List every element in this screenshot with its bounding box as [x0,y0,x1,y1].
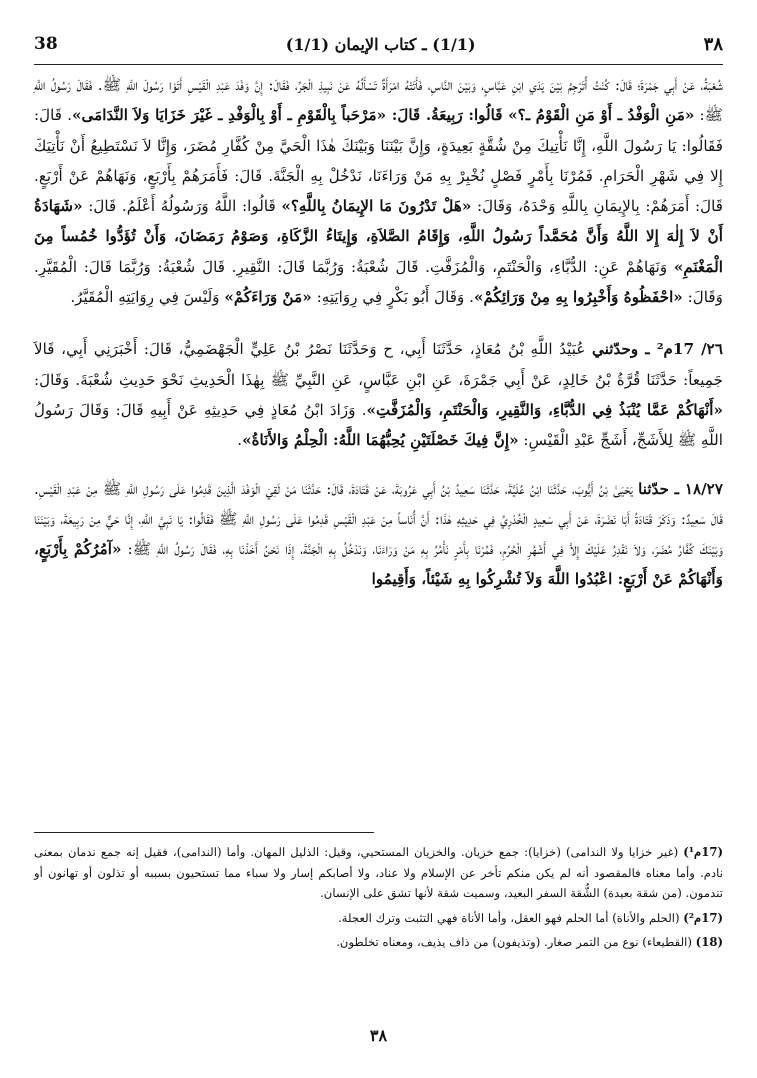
text-run: يَحْيَىٰ بْنُ أَيُّوبَ، حَدَّثَنَا ابْنُ عُلَيَّةَ، حَدَّثَنَا سَعِيدُ بْنُ أَبِي عَرُوبَةَ، عَنْ قَتَادَةَ، قَالَ: حَدَّثَنَا مَنْ لَقِيَ الْوَفْدَ الَّذِينَ قَدِمُوا عَلَى رَسُولِ اللَّهِ ﷺ مِنْ عَبْدِ الْقَيْسِ. قَالَ سَعِيدٌ: وَذَكَرَ قَتَادَةُ أَبَا نَضْرَةَ، عَنْ أَبِي سَعِيدٍ الْخُدْرِيِّ فِي حَدِيثِهِ هٰذَا: أَنَّ أُنَاساً مِنْ عَبْدِ الْقَيْسِ قَدِمُوا عَلَى رَسُولِ اللَّهِ ﷺ فَقَالُوا: يَا نَبِيَّ اللَّهِ، إِنَّا حَيٌّ مِنْ رَبِيعَةَ، وَبَيْنَنَا وَبَيْنَكَ كُفَّارُ مُضَرَ، وَلاَ نَقْدِرُ عَلَيْكَ إِلاَّ فِي أَشْهُرِ الْحُرُمِ، فَمُرْنَا بِأَمْرٍ نَأْمُرُ بِهِ مَنْ وَرَاءَنَا، وَنَدْخُلُ بِهِ الْجَنَّةَ، إِذَا نَحْنُ أَخَذْنَا بِهِ، فَقَالَ رَسُولُ اللَّهِ ﷺ: [34,479,723,559]
quote-bold: «آمُرُكُمْ بِأَرْبَعٍ، وَأَنْهَاكُمْ عَنْ أَرْبَعٍ: اعْبُدُوا اللَّهَ وَلاَ تُشْرِكُوا بِهِ شَيْئاً، وَأَقِيمُوا [34,540,723,589]
text-run: . وَقَالَ أَبُو بَكْرٍ فِي رِوَايَتِهِ: [311,288,474,307]
text-run: . [237,431,243,450]
footnote [34,908,723,929]
footnote-ref: (17م²) [683,910,723,925]
quote-bold: «أَنْهَاكُمْ عَمَّا يُنْبَذُ فِي الدُّبَّاءِ، وَالنَّقِيرِ، وَالْحَنْتَمِ، وَالْمُزَفَّتِ» [366,400,723,419]
footnote-ref: (17م¹) [683,845,723,859]
page-header [34,24,723,65]
footnote-text: (الحلم والأناة) أما الحلم فهو العقل، وأما الأناة فهي التثبت وترك العجلة. [338,910,684,925]
footnotes [34,842,723,957]
hadith-continuation [34,70,723,312]
text-run: . قَالَ: فَقَالُوا: يَا رَسُولَ اللَّهِ، إِنَّا نَأْتِيكَ مِنْ شُقَّةٍ بَعِيدَةٍ، وَإِنَّ بَيْنَنَا وَبَيْنَكَ هٰذَا الْحَيَّ مِنْ كُفَّارِ مُضَرَ، وَإِنَّا لاَ نَسْتَطِيعُ أَنْ نَأْتِيَكَ إِلا فِي شَهْرِ الْحَرَامِ. فَمُرْنَا بِأَمْرٍ فَصْلٍ نُخْبِرْ بِهِ مَنْ وَرَاءَنَا، نَدْخُلْ بِهِ الْجَنَّةَ. قَالَ: فَأَمَرَهُمْ بِأَرْبَعٍ، وَنَهَاهُمْ عَنْ أَرْبَعٍ. قَالَ: أَمَرَهُمْ: بِالإِيمَانِ بِاللَّهِ وَحْدَهُ، وَقَالَ: [34,106,724,216]
hadith-opening: ـ وحدّثني [592,340,657,359]
hadith-number: ١٨/٢٧ [684,479,723,498]
quote-bold: «شَهَادَةُ أَنْ لاَ إِلٰهَ إِلا اللَّهُ وَأَنَّ مُحَمَّداً رَسُولُ اللَّهِ، وَإِقَامُ الصَّلاَةِ، وَإِيتَاءُ الزَّكَاةِ، وَصَوْمُ رَمَضَانَ، وَأَنْ تُؤَدُّوا خُمُساً مِنَ الْمَغْنَمِ» [34,197,723,276]
footnote-text: (غير خزايا ولا الندامى) (خزايا): جمع خزيان. والخزيان المستحيي، وقيل: الذليل المهان. وأما (الندامى)، فقيل إنه جمع ندمان بمعنى نادم. وأما معناه فالمقصود أنه لم يكن منكم تأخر عن الإسلام ولا عناد، ولا أصابكم إسار ولا سباء مما تستحيون بسببه أو تذلون أو تهانون أو تندمون. (من شقة بعيدة) الشُّقة السفر البعيد، وسميت شقة لأنها تشق على الإنسان. [34,845,723,900]
footnote [34,932,723,953]
main-text [34,70,723,595]
quote-bold: «هَلْ تَدْرُونَ مَا الإِيمَانُ بِاللَّهِ؟» [281,197,472,216]
text-run: . وَزَادَ ابْنُ مُعَاذٍ فِي حَدِيثِهِ عَنْ أَبِيهِ قَالَ: وَقَالَ رَسُولُ اللَّهِ ﷺ لِلأَشَجِّ، أَشَجِّ عَبْدِ الْقَيْسِ: [34,400,723,450]
hadith-26 [34,334,723,455]
text-run: قَالُوا: رَبِيعَةُ. قَالَ: [386,106,509,125]
quote-bold: «إِنَّ فِيكَ خَصْلَتَيْنِ يُحِبُّهُمَا اللَّهُ: الْحِلْمُ وَالأَنَاةُ» [242,431,519,450]
footnote [34,842,723,904]
hadith-opening: ـ حدّثنا [638,479,685,498]
quote-bold: «مَنِ الْوَفْدُ ـ أَوْ مَنِ الْقَوْمُ ـ؟» [508,106,695,125]
footnote-ref: (18) [695,935,723,949]
text-run: شُعْبَةُ، عَنْ أَبِي جَمْرَةَ؛ قَالَ: كُنْتُ أُتَرْجِمُ بَيْنَ يَدَي ابْنِ عَبَّاسٍ، وَبَيْنَ النَّاسِ، فَأَتَتْهُ امْرَأَةٌ تَسْأَلُهُ عَنْ نَبِيذِ الْجَرِّ، فَقَالَ: إِنَّ وَفْدَ عَبْدِ الْقَيْسِ أَتَوْا رَسُولَ اللَّهِ ﷺ. فَقَالَ رَسُولُ اللَّهِ ﷺ: [34,76,723,125]
text-run: وَنَهَاهُمْ عَنِ: الدُّبَّاءِ، وَالْحَنْتَمِ، وَالْمُزَفَّتِ. قَالَ شُعْبَةُ: وَرُبَّمَا قَالَ: النَّقِيرِ. قَالَ شُعْبَةُ: وَرُبَّمَا قَالَ: الْمُقَيَّرِ. وَقَالَ: [34,257,723,307]
page-number-latin: 38 [34,34,58,54]
page-footer-number: ٣٨ [369,1026,388,1045]
running-title: (1/1) ـ كتاب الإيمان (1/1) [285,34,476,54]
text-run: عُبَيْدُ اللَّهِ بْنُ مُعَاذٍ، حَدَّثَنَا أَبِي، ح وَحَدَّثَنَا نَصْرُ بْنُ عَلِيٍّ الْجَهْضَمِيُّ، قَالَ: أَخْبَرَنِي أَبِي، قَالاَ جَمِيعاً: حَدَّثَنَا قُرَّةُ بْنُ خَالِدٍ، عَنْ أَبِي جَمْرَةَ، عَنِ ابْنِ عَبَّاسٍ، عَنِ النَّبِيِّ ﷺ بِهٰذَا الْحَدِيثِ نَحْوَ حَدِيثِ شُعْبَةَ. وَقَالَ: [34,340,723,389]
quote-bold: «احْفَظُوهُ وَأَخْبِرُوا بِهِ مِنْ وَرَائِكُمْ» [473,288,683,307]
hadith-number: ٢٦/ 17م² [656,340,723,359]
hadith-27 [34,474,723,595]
footnote-divider [34,832,374,833]
footnote-text: (القطيعاء) نوع من التمر صغار. (وتذيفون) من ذاف يذيف، ومعناه تخلطون. [336,935,696,949]
page-number-arabic: ٣٨ [703,33,723,55]
quote-bold: «مَرْحَباً بِالْقَوْمِ ـ أَوْ بِالْوَفْدِ ـ غَيْرَ خَزَايَا وَلاَ النَّدَامَى» [72,106,387,125]
text-run: وَلَيْسَ فِي رِوَايَتِهِ الْمُقَيَّرُ. [70,288,225,307]
text-run: قَالُوا: اللَّهُ وَرَسُولُهُ أَعْلَمُ. قَالَ: [82,197,282,216]
quote-bold: «مَنْ وَرَاءَكُمْ» [224,288,312,307]
